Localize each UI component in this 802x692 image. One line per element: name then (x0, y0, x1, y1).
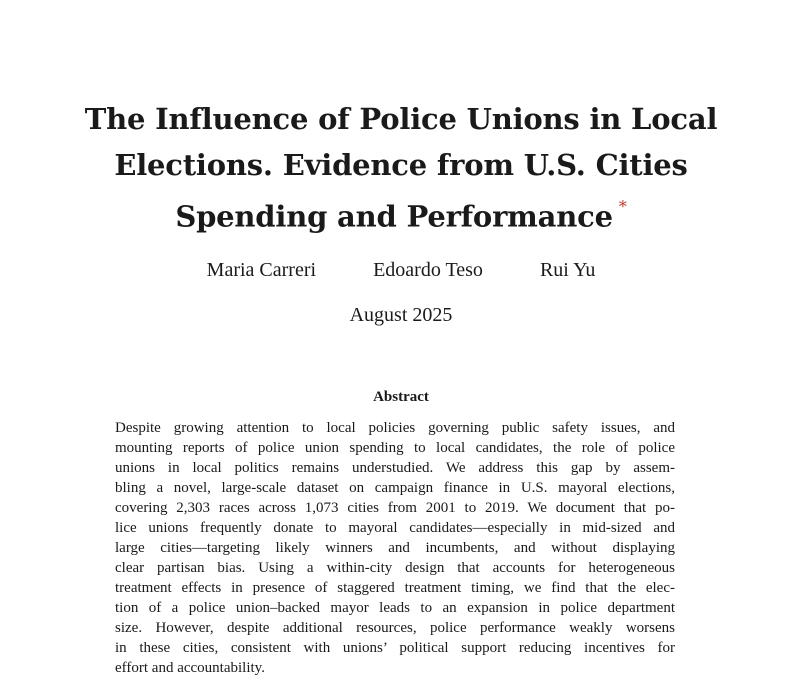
author-list (0, 259, 802, 282)
title-line-2: Elections. Evidence from U.S. Cities (114, 148, 688, 182)
abstract-line: bling a novel, large-scale dataset on campaign finance in U.S. mayoral elections, (115, 480, 675, 496)
author-3: Rui Yu (539, 259, 596, 281)
title-line-1: The Influence of Police Unions in Local (84, 102, 718, 136)
author-1: Maria Carreri (206, 259, 317, 281)
abstract-line: size. However, despite additional resources, police performance weakly worsens (115, 620, 675, 636)
abstract-heading: Abstract (373, 389, 429, 405)
abstract-line: lice unions frequently donate to mayoral candidates—especially in mid-sized and (115, 520, 675, 536)
title-line-3 (60, 188, 742, 240)
abstract-line: large cities—targeting likely winners and incumbents, and without displaying (115, 540, 675, 556)
title-footnote-link[interactable]: * (618, 197, 627, 216)
abstract-line: treatment effects in presence of staggered treatment timing, we find that the elec- (115, 580, 675, 596)
abstract-line: tion of a police union–backed mayor leads to an expansion in police department (115, 600, 675, 616)
abstract-line: covering 2,303 races across 1,073 cities from 2001 to 2019. We document that po- (115, 500, 675, 516)
publication-date: August 2025 (349, 304, 453, 326)
abstract-line: in these cities, consistent with unions’ political support reducing incentives for (115, 640, 675, 656)
title-line-3-text: Spending and Performance (175, 199, 613, 234)
abstract-line: mounting reports of police union spending to local candidates, the role of police (115, 440, 675, 456)
paper-title (60, 96, 742, 240)
abstract-line: effort and accountability. (115, 660, 265, 676)
abstract-line: unions in local politics remains understudied. We address this gap by assem- (115, 460, 675, 476)
abstract-line: Despite growing attention to local policies governing public safety issues, and (115, 420, 675, 436)
author-2: Edoardo Teso (373, 259, 483, 281)
abstract-body (115, 418, 675, 678)
abstract-line: clear partisan bias. Using a within-city design that accounts for heterogeneous (115, 560, 675, 576)
